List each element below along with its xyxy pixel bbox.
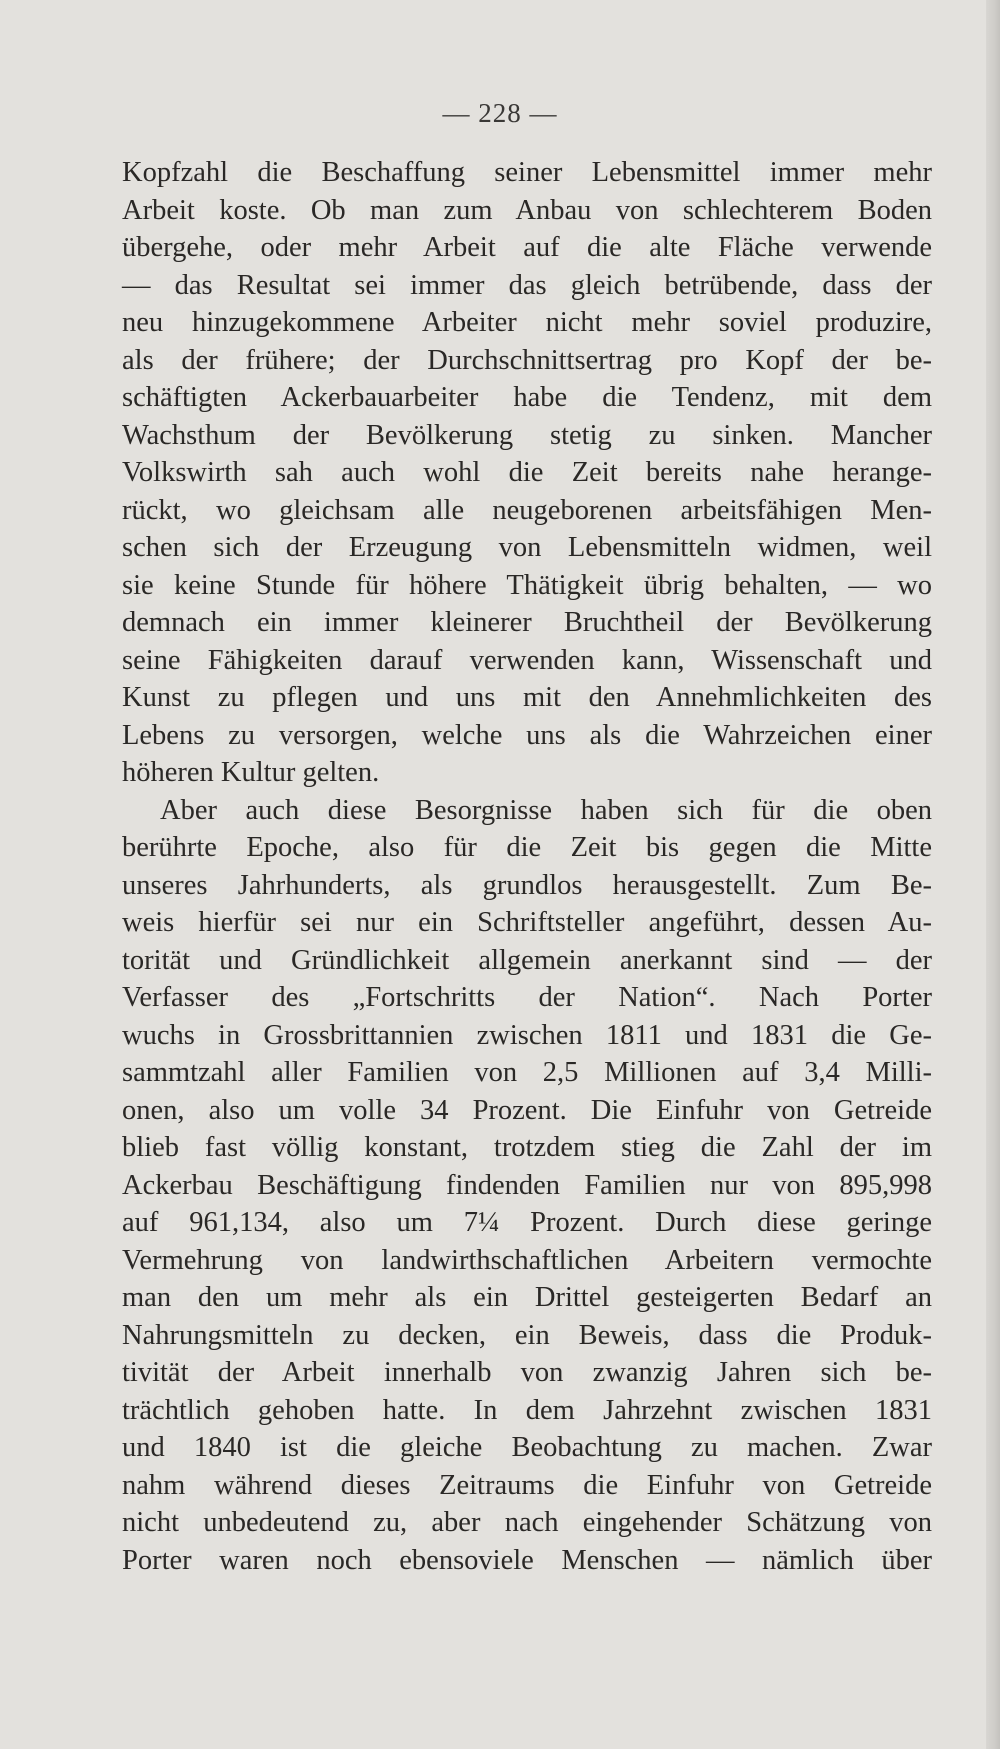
text-line: torität und Gründlichkeit allgemein anerkannt sind — der: [122, 944, 932, 976]
page-binding-edge: [986, 0, 1000, 1749]
text-line: nicht unbedeutend zu, aber nach eingehender Schätzung von: [122, 1507, 932, 1538]
page-number: — 228 —: [442, 98, 558, 128]
text-line: berührte Epoche, also für die Zeit bis gegen die Mitte: [122, 832, 932, 863]
body-text: [122, 154, 932, 1579]
text-line: als der frühere; der Durchschnittsertrag pro Kopf der be-: [122, 344, 932, 376]
text-line: tivität der Arbeit innerhalb von zwanzig Jahren sich be-: [122, 1357, 932, 1388]
text-line: Verfasser des „Fortschritts der Nation“. Nach Porter: [122, 982, 932, 1013]
text-line: onen, also um volle 34 Prozent. Die Einfuhr von Getreide: [122, 1094, 932, 1126]
text-line: Kunst zu pflegen und uns mit den Annehmlichkeiten des: [122, 682, 932, 713]
text-line: unseres Jahrhunderts, als grundlos herausgestellt. Zum Be-: [122, 869, 932, 901]
text-line: sie keine Stunde für höhere Thätigkeit übrig behalten, — wo: [122, 569, 932, 601]
text-line: neu hinzugekommene Arbeiter nicht mehr soviel produzire,: [122, 307, 932, 338]
text-line: Vermehrung von landwirthschaftlichen Arbeitern vermochte: [122, 1244, 932, 1276]
text-line: weis hierfür sei nur ein Schriftsteller angeführt, dessen Au-: [122, 907, 932, 938]
text-line: — das Resultat sei immer das gleich betrübende, dass der: [122, 269, 932, 301]
text-line: Arbeit koste. Ob man zum Anbau von schlechterem Boden: [122, 194, 932, 226]
text-line: nahm während dieses Zeitraums die Einfuhr von Getreide: [122, 1469, 932, 1501]
text-line: Porter waren noch ebensoviele Menschen — nämlich über: [122, 1544, 932, 1576]
text-line: auf 961,134, also um 7¼ Prozent. Durch diese geringe: [122, 1207, 932, 1238]
paragraph-end-line: höheren Kultur gelten.: [122, 757, 380, 788]
text-line: und 1840 ist die gleiche Beobachtung zu machen. Zwar: [122, 1432, 932, 1463]
text-line: Wachsthum der Bevölkerung stetig zu sinken. Mancher: [122, 419, 932, 451]
text-line: blieb fast völlig konstant, trotzdem stieg die Zahl der im: [122, 1132, 932, 1163]
text-line: demnach ein immer kleinerer Bruchtheil der Bevölkerung: [122, 607, 932, 638]
text-line: Volkswirth sah auch wohl die Zeit bereits nahe herange-: [122, 457, 932, 488]
text-line: Ackerbau Beschäftigung findenden Familien nur von 895,998: [122, 1169, 932, 1201]
text-line: wuchs in Grossbrittannien zwischen 1811 und 1831 die Ge-: [122, 1019, 932, 1051]
text-line: sammtzahl aller Familien von 2,5 Millionen auf 3,4 Milli-: [122, 1057, 932, 1088]
text-line: übergehe, oder mehr Arbeit auf die alte Fläche verwende: [122, 232, 932, 263]
text-line: Kopfzahl die Beschaffung seiner Lebensmittel immer mehr: [122, 157, 932, 188]
text-line: schäftigten Ackerbauarbeiter habe die Tendenz, mit dem: [122, 382, 932, 413]
text-line: Nahrungsmitteln zu decken, ein Beweis, dass die Produk-: [122, 1319, 932, 1351]
text-line: Lebens zu versorgen, welche uns als die Wahrzeichen einer: [122, 719, 932, 751]
text-line: seine Fähigkeiten darauf verwenden kann, Wissenschaft und: [122, 644, 932, 676]
text-line: trächtlich gehoben hatte. In dem Jahrzehnt zwischen 1831: [122, 1394, 932, 1426]
paragraph-start-line: Aber auch diese Besorgnisse haben sich für die oben: [160, 794, 932, 826]
text-line: schen sich der Erzeugung von Lebensmitteln widmen, weil: [122, 532, 932, 563]
text-line: man den um mehr als ein Drittel gesteigerten Bedarf an: [122, 1282, 932, 1313]
text-line: rückt, wo gleichsam alle neugeborenen arbeitsfähigen Men-: [122, 494, 932, 526]
